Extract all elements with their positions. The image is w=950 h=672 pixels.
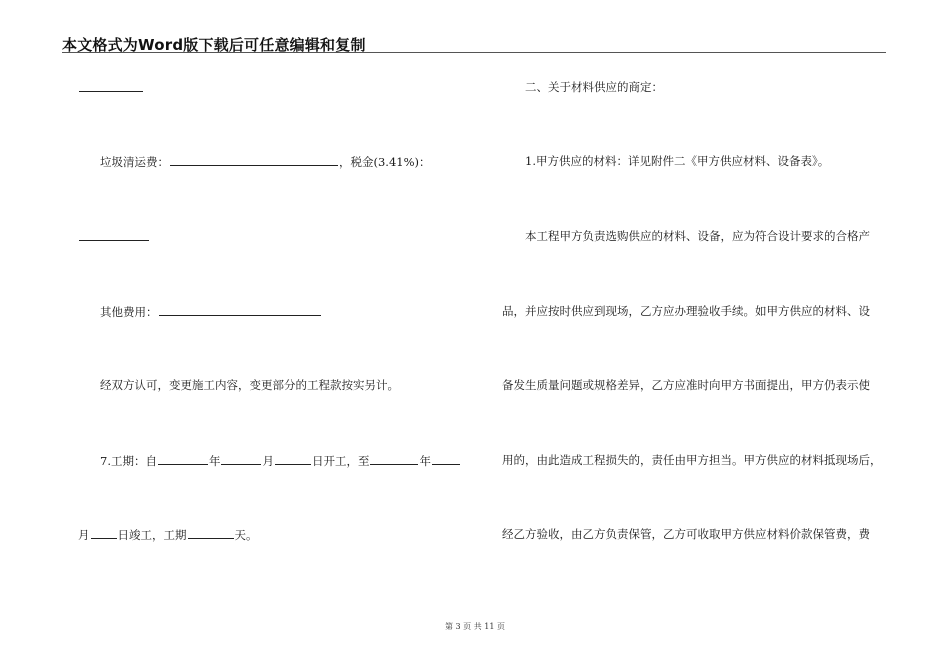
fill-blank: [188, 527, 234, 539]
paragraph-line-2: 品，并应按时供应到现场，乙方应办理验收手续。如甲方供应的材料、设: [502, 304, 870, 318]
month-label: 月: [262, 454, 274, 468]
header-divider: [62, 52, 886, 53]
paragraph-line-4: 用的，由此造成工程损失的，责任由甲方担当。甲方供应的材料抵现场后，: [502, 453, 882, 467]
fill-blank: [79, 80, 143, 92]
paragraph-line-5: 经乙方验收，由乙方负责保管，乙方可收取甲方供应材料价款保管费，费: [502, 527, 870, 541]
period-label: 7.工期：自: [100, 454, 157, 468]
document-header-title: 本文格式为Word版下载后可任意编辑和复制: [62, 36, 366, 54]
fill-blank: [158, 453, 208, 465]
day-start-label: 日开工，至: [311, 454, 370, 468]
fill-blank: [275, 453, 311, 465]
fill-blank: [159, 304, 321, 316]
left-blank-line-2: [78, 229, 150, 244]
left-blank-line-1: [78, 80, 144, 95]
fill-blank: [432, 453, 460, 465]
tax-label: ，税金(3.41%)：: [339, 155, 431, 169]
days-label: 天。: [234, 528, 258, 542]
fill-blank: [370, 453, 418, 465]
paragraph-line-3: 备发生质量问题或规格差异，乙方应准时向甲方书面提出，甲方仍表示使: [502, 378, 870, 392]
other-fee-line: [100, 304, 322, 319]
other-fee-label: 其他费用：: [100, 305, 158, 319]
fill-blank: [91, 527, 117, 539]
material-supply-item-1: 1.甲方供应的材料：详见附件二《甲方供应材料、设备表》。: [525, 154, 830, 168]
fill-blank: [79, 229, 149, 241]
waste-fee-label: 垃圾清运费：: [100, 155, 169, 169]
fill-blank: [221, 453, 261, 465]
fill-blank: [170, 154, 338, 166]
year-label: 年: [208, 454, 221, 468]
period-line-1: [100, 453, 461, 468]
change-clause-line: 经双方认可，变更施工内容，变更部分的工程款按实另计。: [100, 378, 399, 392]
month-label: 月: [78, 528, 90, 542]
page-number-footer: 第 3 页 共 11 页: [445, 622, 505, 631]
year-label: 年: [419, 454, 431, 468]
waste-fee-line: [100, 154, 431, 169]
paragraph-line-1: 本工程甲方负责选购供应的材料、设备，应为符合设计要求的合格产: [525, 229, 870, 243]
section-heading-materials: 二、关于材料供应的商定：: [525, 80, 663, 94]
period-line-2: [78, 527, 258, 542]
day-end-label: 日竣工，工期: [117, 528, 187, 542]
